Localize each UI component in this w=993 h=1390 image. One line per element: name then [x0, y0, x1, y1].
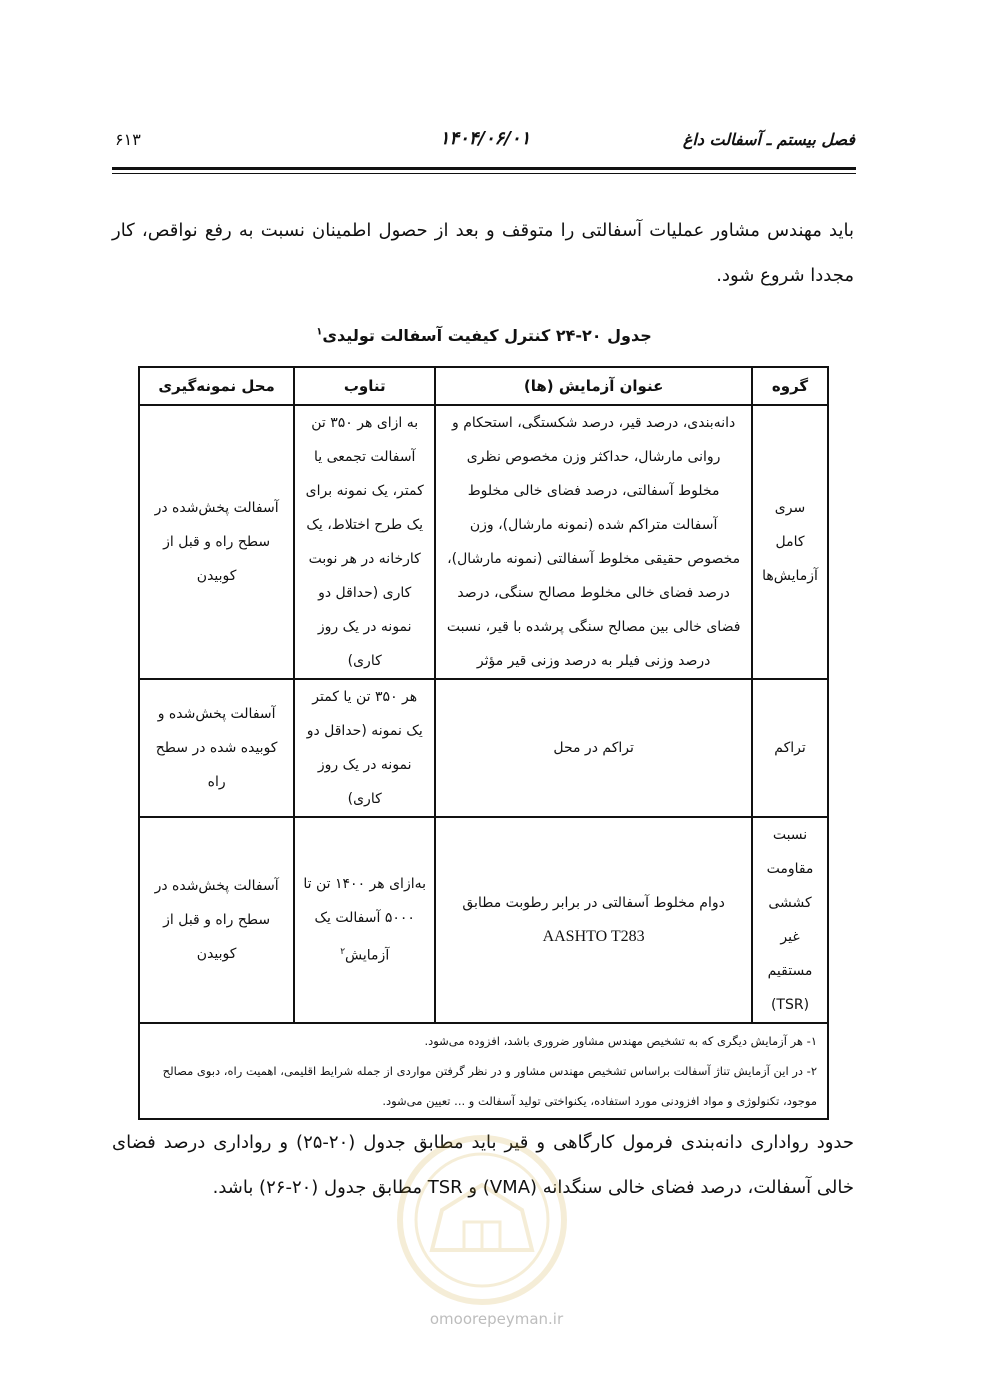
- cell-location: آسفالت پخش‌شده در سطح راه و قبل از کوبیدن: [139, 817, 294, 1023]
- cell-test-text: دانه‌بندی، درصد قیر، درصد شکستگی، استحکام و روانی مارشال، حداکثر وزن مخصوص نظری مخلوط آسفالتی، درصد فضای خالی مخلوط آسفالت متراکم شده (نمونه مارشال)، وزن مخصوص حقیقی مخلوط آسفالتی (نمونه مارشال)، درصد فضای خالی مخلوط مصالح سنگی، درصد فضای خالی بین مصالح سنگی پرشده با قیر، نسبت درصد وزنی فیلر به درصد وزنی قیر مؤثر: [446, 415, 741, 669]
- header-frequency: تناوب: [294, 367, 435, 405]
- header-date: ۱۴۰۴/۰۶/۰۱: [439, 128, 531, 149]
- quality-control-table: [138, 366, 829, 1120]
- table-caption: [112, 326, 856, 345]
- table-note-2: ۲- در این آزمایش تناژ آسفالت براساس تشخیص مهندس مشاور و در نظر گرفتن مواردی از جمله شرایط اقلیمی، اهمیت راه، دبوی مصالح موجود، تکنولوژی و مواد افزودنی مورد استفاده، یکنواختی تولید آسفالت و ... تعیین می‌شود.: [162, 1064, 817, 1108]
- cell-group: نسبت مقاومت کششی غیر مستقیم (TSR): [752, 817, 828, 1023]
- header-group: گروه: [752, 367, 828, 405]
- cell-frequency: [294, 817, 435, 1023]
- caption-text: جدول ۲۰-۲۴ کنترل کیفیت آسفالت تولیدی: [322, 326, 652, 345]
- header-rule-thin: [112, 173, 856, 174]
- watermark-site: omoorepeyman.ir: [429, 1310, 564, 1328]
- running-header: [115, 126, 855, 160]
- caption-footnote-mark: ۱: [316, 326, 323, 338]
- table-note-1: ۱- هر آزمایش دیگری که به تشخیص مهندس مشاور ضروری باشد، افزوده می‌شود.: [424, 1034, 817, 1048]
- closing-paragraph: حدود رواداری دانه‌بندی فرمول کارگاهی و قیر باید مطابق جدول (۲۰-۲۵) و رواداری درصد فضای خالی آسفالت، درصد فضای خالی سنگدانه (VMA) و TSR مطابق جدول (۲۰-۲۶) باشد.: [112, 1132, 854, 1198]
- frequency-footnote-mark: ۲: [340, 947, 346, 958]
- cell-location: آسفالت پخش‌شده در سطح راه و قبل از کوبیدن: [139, 405, 294, 679]
- watermark-logo: [372, 1130, 592, 1310]
- header-rule-thick: [112, 167, 856, 170]
- intro-paragraph: باید مهندس مشاور عملیات آسفالتی را متوقف و بعد از حصول اطمینان نسبت به رفع نواقص، کار مجددا شروع شود.: [112, 220, 854, 286]
- cell-group: تراکم: [752, 679, 828, 817]
- cell-frequency: هر ۳۵۰ تن یا کمتر یک نمونه (حداقل دو نمونه در یک روز کاری): [294, 679, 435, 817]
- cell-test: تراکم در محل: [435, 679, 752, 817]
- cell-frequency: به ازای هر ۳۵۰ تن آسفالت تجمعی یا کمتر، یک نمونه برای یک طرح اختلاط، یک کارخانه در هر نوبت کاری (حداقل دو نمونه در یک روز کاری): [294, 405, 435, 679]
- cell-test-standard: AASHTO T283: [542, 928, 645, 945]
- table-row: [139, 679, 828, 817]
- table-notes: [139, 1023, 828, 1119]
- table-header-row: [139, 367, 828, 405]
- cell-test-text: دوام مخلوط آسفالتی در برابر رطوبت مطابق: [462, 895, 725, 911]
- cell-test: [435, 817, 752, 1023]
- table-row: [139, 405, 828, 679]
- cell-frequency-text: به‌ازای هر ۱۴۰۰ تن تا ۵۰۰۰ آسفالت یک آزمایش: [303, 876, 427, 964]
- table-row: [139, 817, 828, 1023]
- cell-location: آسفالت پخش‌شده و کوبیده شده در سطح راه: [139, 679, 294, 817]
- cell-group: سری کامل آزمایش‌ها: [752, 405, 828, 679]
- table-notes-row: [139, 1023, 828, 1119]
- cell-test: [435, 405, 752, 679]
- page-number: ۶۱۳: [115, 130, 141, 149]
- header-location: محل نمونه‌گیری: [139, 367, 294, 405]
- chapter-title: فصل بیستم ـ آسفالت داغ: [682, 130, 855, 149]
- header-test: عنوان آزمایش (ها): [435, 367, 752, 405]
